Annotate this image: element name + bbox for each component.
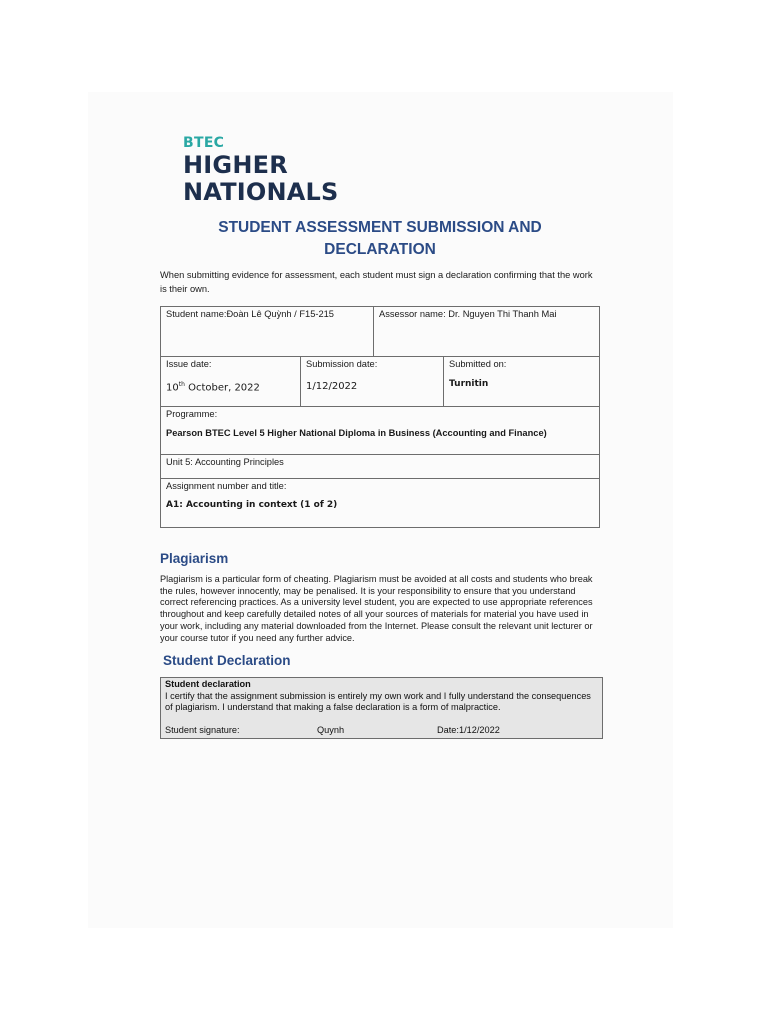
declaration-box [160, 677, 603, 739]
signature-label: Student signature: [165, 725, 240, 735]
plagiarism-text: Plagiarism is a particular form of cheating. Plagiarism must be avoided at all costs and students who break the rules, however innocently, may be penalised. It is your responsibility to ensure that you understand correct referencing practices. As a university level student, you are expected to use appropriate references throughout and keep carefully detailed notes of all your sources of materials for material you have used in your work, including any material downloaded from the Internet. Please consult the relevant unit lecturer or your course tutor if you need any further advice. [160, 574, 593, 643]
declaration-heading: Student Declaration [163, 653, 291, 668]
table-row [161, 479, 600, 528]
assignment-label: Assignment number and title: [166, 481, 287, 491]
assessor-name-cell: Assessor name: Dr. Nguyen Thi Thanh Mai [374, 307, 600, 357]
submission-date-cell [301, 357, 444, 407]
page-title [160, 217, 600, 261]
table-row [161, 455, 600, 479]
table-row [161, 357, 600, 407]
btec-logo [183, 134, 339, 206]
programme-value: Pearson BTEC Level 5 Higher National Diploma in Business (Accounting and Finance) [166, 428, 547, 438]
declaration-text: I certify that the assignment submission is entirely my own work and I fully understand the consequences of plagiarism. I understand that making a false declaration is a form of malpractice. [165, 690, 591, 712]
submission-date-value: 1/12/2022 [306, 381, 358, 392]
table-row [161, 407, 600, 455]
signature-value: Quynh [317, 725, 345, 735]
logo-btec: BTEC [183, 135, 225, 151]
declaration-box-title: Student declaration [165, 679, 251, 689]
unit-cell: Unit 5: Accounting Principles [161, 455, 600, 479]
programme-cell [161, 407, 600, 455]
declaration-date: Date:1/12/2022 [437, 725, 500, 735]
issue-date-cell [161, 357, 301, 407]
submitted-on-value: Turnitin [449, 379, 489, 389]
title-line-2: DECLARATION [324, 241, 436, 258]
assignment-value: A1: Accounting in context (1 of 2) [166, 500, 338, 510]
logo-higher: HIGHER [183, 151, 288, 179]
intro-text: When submitting evidence for assessment, each student must sign a declaration confirming that the work is their own. [160, 270, 593, 294]
issue-date-value: 10th October, 2022 [166, 381, 260, 394]
submitted-on-label: Submitted on: [449, 359, 507, 369]
plagiarism-heading: Plagiarism [160, 551, 229, 566]
submitted-on-cell [444, 357, 600, 407]
submission-date-label: Submission date: [306, 359, 378, 369]
assignment-cell [161, 479, 600, 528]
programme-label: Programme: [166, 409, 218, 419]
issue-date-label: Issue date: [166, 359, 212, 369]
student-name-cell: Student name:Đoàn Lê Quỳnh / F15-215 [161, 307, 374, 357]
submission-info-table [160, 306, 600, 528]
table-row [161, 307, 600, 357]
title-line-1: STUDENT ASSESSMENT SUBMISSION AND [218, 219, 542, 236]
logo-nationals: NATIONALS [183, 178, 339, 206]
